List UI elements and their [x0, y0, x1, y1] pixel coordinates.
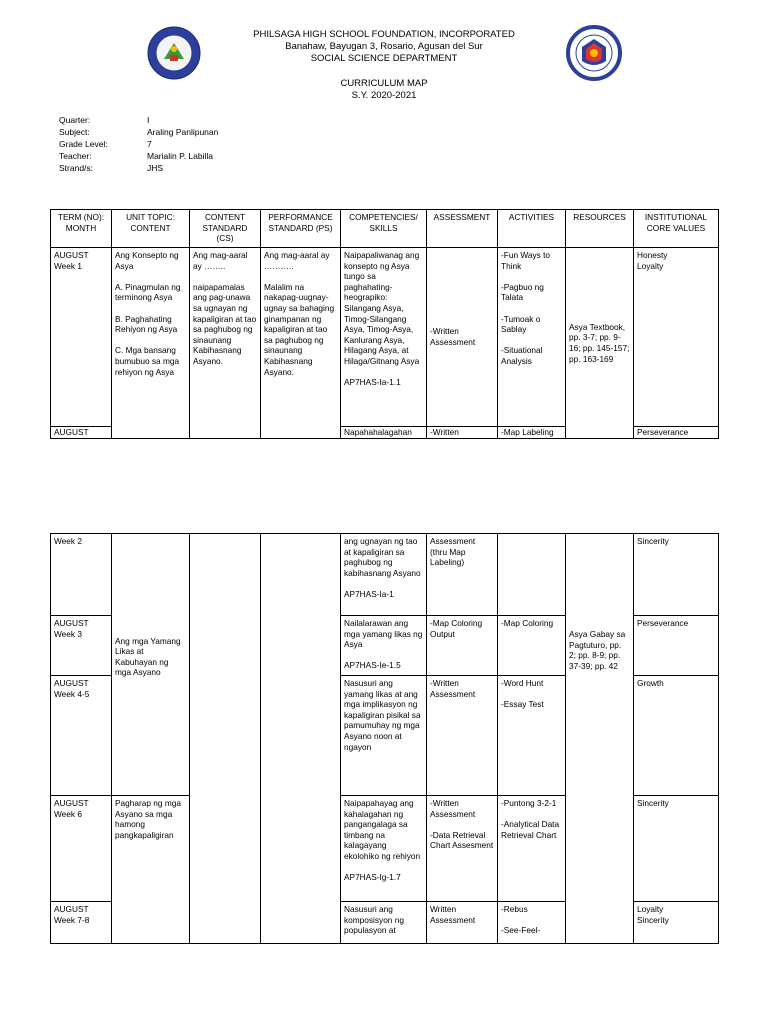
col-header-assessment: ASSESSMENT [427, 210, 498, 248]
cell-competency [341, 534, 427, 616]
curriculum-table-page2 [50, 533, 719, 944]
ps-lead: Ang mag-aaral ay ……….. [264, 250, 330, 271]
cell-resources: Asya Textbook, pp. 3-7; pp. 9-16; pp. 145-157; pp. 163-169 [566, 248, 634, 439]
assessment-2: -Data Retrieval Chart Assesment [430, 829, 494, 851]
activity-1: -Word Hunt [501, 678, 544, 688]
activity-1: -Fun Ways to Think [501, 250, 551, 271]
activity-2: -See-Feel- [501, 925, 541, 936]
unit-item-c: C. Mga bansang bumubuo sa mga rehiyon ng Asya [115, 345, 180, 377]
col-header-cs: CONTENT STANDARD (CS) [190, 210, 261, 248]
cell-competency [341, 248, 427, 427]
competency-text: Naipapaliwanag ang konsepto ng Asya tungo sa paghahating-heograpiko: Silangang Asya, Timog-Silangang Asya, Timog-Asya, Kanlurang Asya, Hilagang Asya, at Hilaga/Gitnang Asya [344, 250, 420, 366]
meta-value-strand: JHS [147, 163, 164, 173]
cell-competency [341, 616, 427, 676]
cell-activities: -Map Labeling [498, 427, 566, 439]
unit-item-b: B. Paghahating Rehiyon ng Asya [115, 313, 178, 335]
meta-label-grade: Grade Level: [59, 139, 108, 149]
cell-competency: Nasusuri ang yamang likas at ang mga implikasyon ng kapaligiran pisikal sa pamumuhay ng mga Asyano noon at ngayon [341, 676, 427, 796]
cell-values [634, 248, 719, 427]
cell-activities [498, 534, 566, 616]
cell-unit [112, 616, 190, 796]
cell-activities: -Map Coloring [498, 616, 566, 676]
cell-cs [190, 427, 261, 439]
meta-label-subject: Subject: [59, 127, 90, 137]
ps-text: Malalim na nakapag-uugnay-ugnay sa bahaging ginampanan ng kapaligiran at tao sa paghubog ng sinaunang Kabihasnang Asyano. [264, 281, 335, 377]
meta-value-grade: 7 [147, 139, 152, 149]
cs-lead: Ang mag-aaral ay …….. [193, 250, 248, 271]
department-name: SOCIAL SCIENCE DEPARTMENT [310, 53, 458, 64]
meta-label-quarter: Quarter: [59, 115, 91, 125]
cell-values [634, 902, 719, 944]
cell-assessment: -Written Assessment [427, 676, 498, 796]
cell-values: Sincerity [634, 796, 719, 902]
cell-term: Week 2 [51, 534, 112, 616]
assessment-1: -Written Assessment [430, 798, 476, 819]
table-header-row [51, 210, 719, 248]
unit-item-a: A. Pinagmulan ng terminong Asya [115, 281, 181, 303]
cell-unit [112, 248, 190, 427]
competency-code: AP7HAS-Ig-1.7 [344, 872, 401, 883]
col-header-unit: UNIT TOPIC: CONTENT [112, 210, 190, 248]
value-2: Sincerity [637, 914, 669, 925]
meta-value-teacher: Marialin P. Labilla [147, 151, 213, 161]
col-header-values: INSTITUTIONAL CORE VALUES [634, 210, 719, 248]
cell-values: Growth [634, 676, 719, 796]
cell-unit [112, 427, 190, 439]
cell-term: AUGUST Week 1 [51, 248, 112, 427]
activity-3: -Tumoak o Sablay [501, 313, 541, 335]
value-1: Loyalty [637, 904, 664, 914]
col-header-activities: ACTIVITIES [498, 210, 566, 248]
cell-term: AUGUST Week 4-5 [51, 676, 112, 796]
cell-values: Perseverance [634, 427, 719, 439]
school-name: PHILSAGA HIGH SCHOOL FOUNDATION, INCORPORATED [253, 29, 515, 40]
cs-text: naipapamalas ang pag-unawa sa ugnayan ng kapaligiran at tao sa paghubog ng sinaunang Kabihasnang Asyano. [193, 281, 257, 366]
col-header-resources: RESOURCES [566, 210, 634, 248]
cell-term: AUGUST Week 6 [51, 796, 112, 902]
unit-topic: Ang mga Yamang Likas at Kabuhayan ng mga Asyano [115, 635, 181, 678]
school-address: Banahaw, Bayugan 3, Rosario, Agusan del Sur [285, 41, 483, 52]
meta-value-quarter: I [147, 115, 150, 125]
cell-competency: Napahahalagahan [341, 427, 427, 439]
col-header-ps: PERFORMANCE STANDARD (PS) [261, 210, 341, 248]
meta-label-teacher: Teacher: [59, 151, 92, 161]
col-header-competency: COMPETENCIES/ SKILLS [341, 210, 427, 248]
cell-assessment: -Written [427, 427, 498, 439]
cell-assessment: Assessment (thru Map Labeling) [427, 534, 498, 616]
activity-1: -Puntong 3-2-1 [501, 798, 557, 808]
cell-cs [190, 248, 261, 427]
competency-text: ang ugnayan ng tao at kapaligiran sa paghubog ng kabihasnang Asyano [344, 536, 421, 578]
activity-2: -Analytical Data Retrieval Chart [501, 819, 560, 840]
activity-1: -Rebus [501, 904, 528, 914]
activity-2: -Pagbuo ng Talata [501, 281, 544, 303]
cell-assessment: -Map Coloring Output [427, 616, 498, 676]
cell-cs [190, 534, 261, 944]
meta-value-subject: Araling Panlipunan [147, 127, 219, 137]
cell-competency: Nasusuri ang komposisyon ng populasyon at [341, 902, 427, 944]
cell-assessment [427, 796, 498, 902]
competency-code: AP7HAS-Ie-1.5 [344, 660, 401, 671]
cell-activities [498, 796, 566, 902]
cell-unit [112, 902, 190, 944]
cell-ps [261, 248, 341, 427]
competency-text: Naipapahayag ang kahalagahan ng pangangalaga sa timbang na kalagayang ekolohiko ng rehiyon [344, 798, 421, 861]
cell-unit: Pagharap ng mga Asyano sa mga hamong pangkapaligiran [112, 796, 190, 902]
activity-4: -Situational Analysis [501, 345, 543, 366]
unit-topic: Ang Konsepto ng Asya [115, 250, 179, 271]
cell-values: Perseverance [634, 616, 719, 676]
cell-ps [261, 534, 341, 944]
cell-assessment: Written Assessment [427, 902, 498, 944]
resources-text: Asya Gabay sa Pagtuturo, pp. 2; pp. 8-9; pp. 37-39; pp. 42 [569, 629, 626, 671]
cell-competency [341, 796, 427, 902]
cell-assessment: -Written Assessment [427, 248, 498, 427]
table-row [51, 534, 719, 616]
document-title: CURRICULUM MAP [340, 78, 428, 89]
activity-2: -Essay Test [501, 699, 544, 710]
school-year: S.Y. 2020-2021 [351, 90, 417, 101]
competency-code: AP7HAS-Ia-1.1 [344, 377, 401, 388]
meta-label-strand: Strand/s: [59, 163, 94, 173]
cell-activities [498, 248, 566, 427]
cell-resources [566, 534, 634, 944]
curriculum-table-page1 [50, 209, 719, 439]
cell-activities [498, 902, 566, 944]
cell-term: AUGUST [51, 427, 112, 439]
cell-activities [498, 676, 566, 796]
table-row [51, 248, 719, 427]
cell-values: Sincerity [634, 534, 719, 616]
cell-ps [261, 427, 341, 439]
value-1: Honesty [637, 250, 668, 260]
competency-code: AP7HAS-Ia-1 [344, 588, 394, 599]
cell-term: AUGUST Week 7-8 [51, 902, 112, 944]
value-2: Loyalty [637, 260, 664, 271]
cell-unit [112, 534, 190, 616]
col-header-term: TERM (NO): MONTH [51, 210, 112, 248]
competency-text: Nailalarawan ang mga yamang likas ng Asya [344, 618, 423, 650]
cell-term: AUGUST Week 3 [51, 616, 112, 676]
